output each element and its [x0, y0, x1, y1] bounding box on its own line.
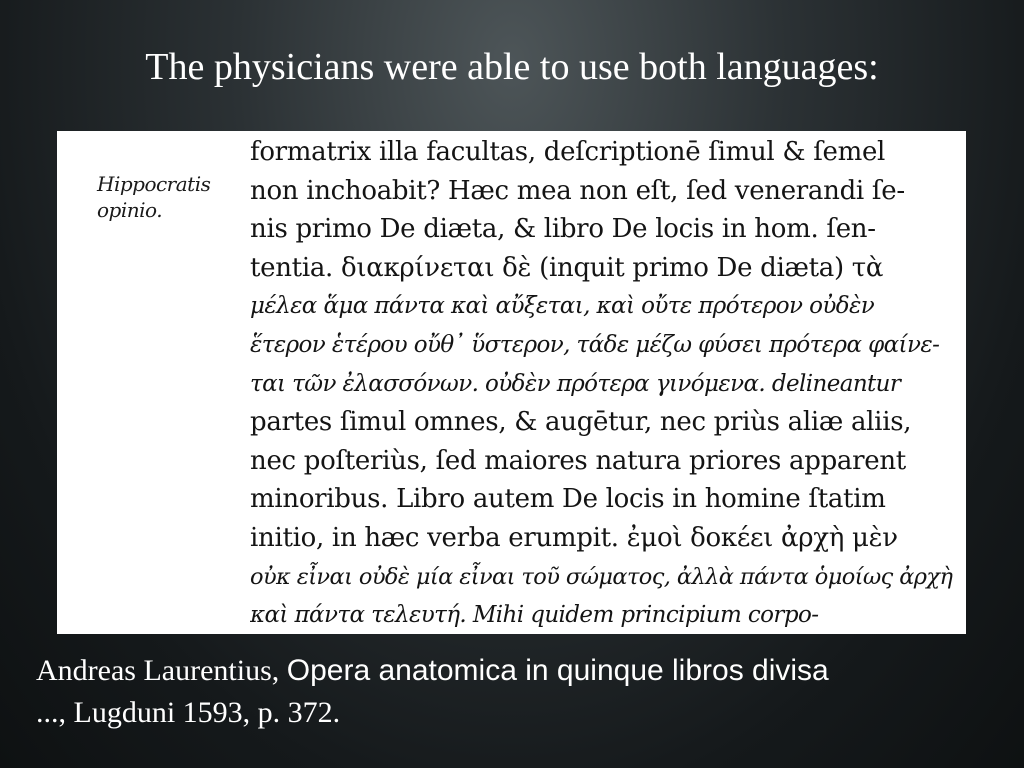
- page-text-line: ται τῶν ἐλασσόνων. οὐδὲν πρότερα γινόμενα. delineantur: [250, 370, 901, 397]
- page-text-line: partes ſimul omnes, & augētur, nec priùs aliæ aliis,: [250, 407, 912, 438]
- page-text-line: ἕτερον ἑτέρου οὔθ᾽ ὕστερον, τάδε μέζω φύσει πρότερα φαίνε-: [250, 331, 940, 358]
- source-caption: [36, 650, 1006, 734]
- page-text-line: tentia. διακρίνεται δὲ (inquit primo De diæta) τὰ: [250, 252, 884, 283]
- page-text-line: non inchoabit? Hæc mea non eſt, ſed venerandi ſe-: [250, 175, 905, 206]
- margin-note-line: Hippocratis: [97, 172, 211, 196]
- page-text-line: nec poſteriùs, ſed maiores natura priores apparent: [250, 445, 906, 476]
- page-text-line: μέλεα ἅμα πάντα καὶ αὔξεται, καὶ οὔτε πρότερον οὐδὲν: [250, 293, 875, 320]
- page-text-line: καὶ πάντα τελευτή. Mihi quidem principium corpo-: [250, 602, 819, 629]
- margin-note: [97, 171, 247, 223]
- margin-note-line: opinio.: [97, 198, 163, 222]
- caption-work-title: Opera anatomica in quinque libros divisa: [286, 654, 829, 687]
- caption-imprint: ..., Lugduni 1593, p. 372.: [36, 696, 341, 729]
- book-page-scan: [57, 131, 966, 634]
- page-text-line: initio, in hæc verba erumpit. ἐμοὶ δοκέει ἀρχὴ μὲν: [250, 522, 898, 553]
- page-text-line: minoribus. Libro autem De locis in homine ſtatim: [250, 484, 886, 515]
- caption-author: Andreas Laurentius,: [36, 654, 287, 687]
- slide-title: The physicians were able to use both languages:: [145, 46, 879, 88]
- page-text-line: formatrix illa facultas, deſcriptionē ſimul & ſemel: [250, 137, 886, 167]
- page-text-line: οὐκ εἶναι οὐδὲ μία εἶναι τοῦ σώματος, ἀλλὰ πάντα ὁμοίως ἀρχὴ: [250, 563, 953, 590]
- page-text-line: nis primo De diæta, & libro De locis in hom. ſen-: [250, 214, 876, 245]
- page-text-block: [250, 133, 962, 634]
